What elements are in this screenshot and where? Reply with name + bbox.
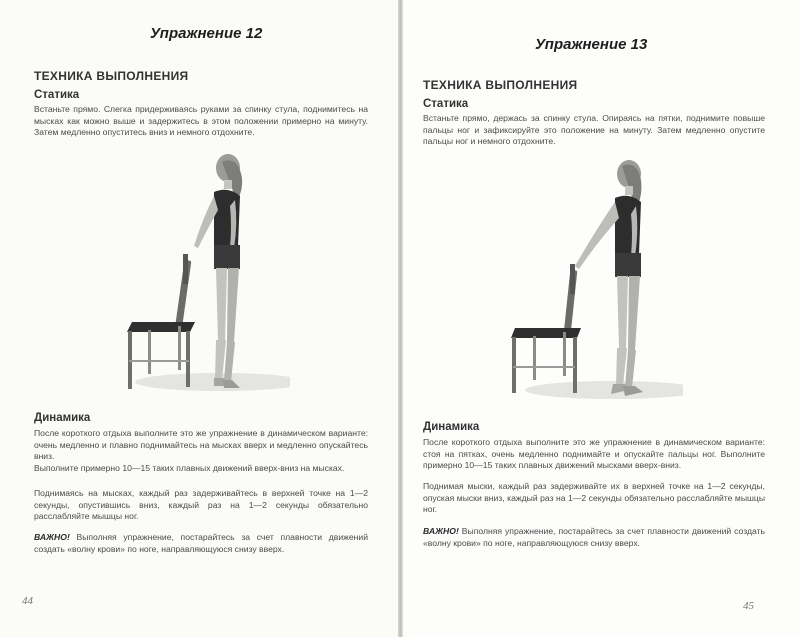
dynamic-text-1: После короткого отдыха выполните это же упражнение в динамическом варианте: стоя на пятках, очень медленно поднимайте и опускайте пальцы ног. Выполните примерно 10—15 таких плавных движений мысками вверх-вниз.	[423, 437, 765, 470]
static-text: Встаньте прямо. Слегка придерживаясь руками за спинку стула, поднимитесь на мысках как можно выше и задержитесь в этом положении примерно на минуту. Затем медленно опуститесь вниз и немного отдохните.	[34, 104, 368, 137]
technique-heading: ТЕХНИКА ВЫПОЛНЕНИЯ	[423, 78, 578, 92]
right-page	[403, 0, 800, 637]
floor-shadow	[135, 373, 290, 391]
important-text: Выполняя упражнение, постарайтесь за счет плавности движений создать «волну крови» по ноге, направляющуюся снизу вверх.	[423, 526, 765, 548]
dynamic-heading: Динамика	[34, 412, 91, 424]
dynamic-text-2: Выполните примерно 10—15 таких плавных движений вверх-вниз на мысках.	[34, 463, 345, 473]
dynamic-text-3: Поднимаясь на мысках, каждый раз задерживайтесь в верхней точке на 1—2 секунды, опустившись вниз, каждый раз на 1—2 секунды обязательно расслабляйте мышцы ног.	[34, 488, 368, 521]
exercise-photo	[110, 150, 290, 400]
important-text: Выполняя упражнение, постарайтесь за счет плавности движений создать «волну крови» по ноге, направляющуюся снизу вверх.	[34, 532, 368, 554]
important-label: ВАЖНО!	[423, 526, 459, 536]
important-label: ВАЖНО!	[34, 532, 70, 542]
dynamic-text-1: После короткого отдыха выполните это же упражнение в динамическом варианте: очень медленно и плавно поднимайтесь на мысках вверх и медленно опускайтесь вниз.	[34, 428, 368, 461]
dynamic-text-2: Поднимая мыски, каждый раз задерживайте их в верхней точке на 1—2 секунды, опуская мыски вниз, каждый раз на 1—2 секунды обязательно расслабляйте мышцы ног.	[423, 481, 765, 514]
technique-heading: ТЕХНИКА ВЫПОЛНЕНИЯ	[34, 69, 189, 83]
exercise-title: Упражнение 13	[535, 36, 648, 53]
chair	[511, 264, 581, 393]
exercise-title: Упражнение 12	[150, 25, 263, 42]
exercise-photo	[503, 158, 683, 408]
important-note	[34, 532, 368, 555]
important-note	[423, 526, 765, 549]
woman-figure	[194, 154, 242, 388]
page-number: 44	[22, 595, 33, 607]
woman-figure	[575, 160, 643, 396]
floor-shadow	[525, 381, 683, 399]
chair	[127, 254, 195, 389]
page-number: 45	[743, 600, 754, 612]
static-heading: Статика	[423, 98, 469, 110]
dynamic-heading: Динамика	[423, 421, 480, 433]
static-text: Встаньте прямо, держась за спинку стула. Опираясь на пятки, поднимите повыше пальцы ног и зафиксируйте это положение на минуту. Затем медленно опустите пальцы ног и немного отдохните.	[423, 113, 765, 146]
static-heading: Статика	[34, 89, 80, 101]
